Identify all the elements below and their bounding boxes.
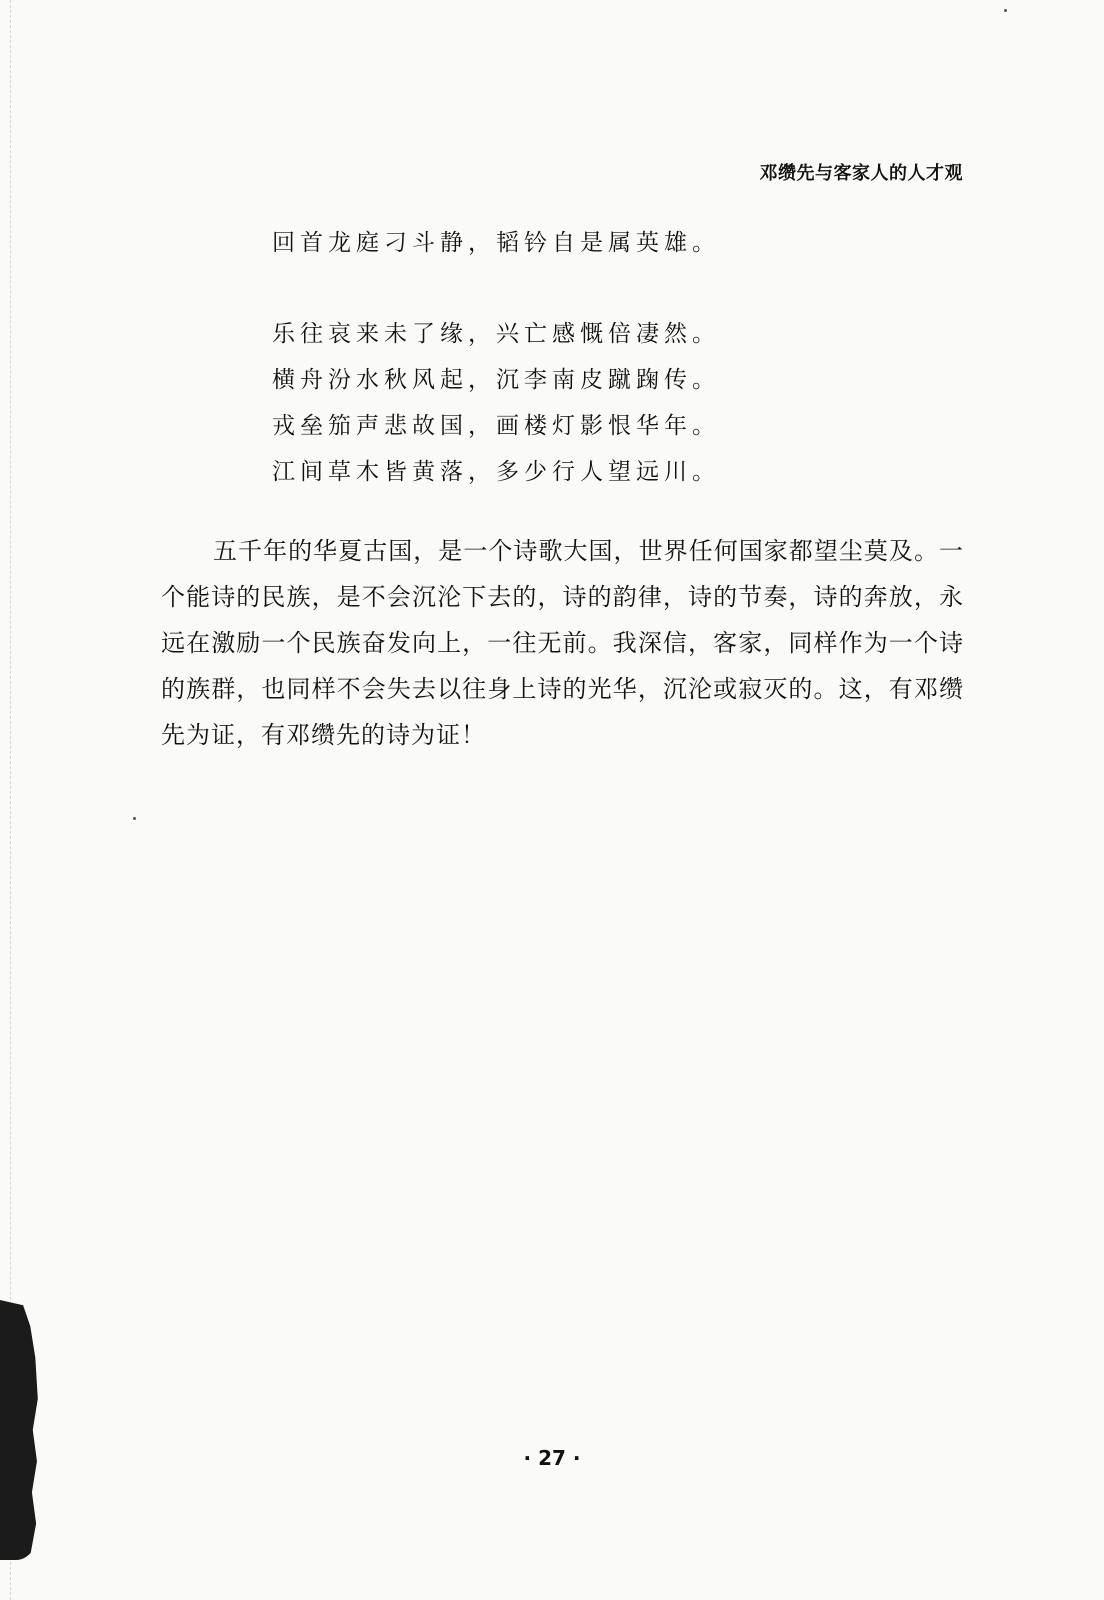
poem-line: 回首龙庭刁斗静，韬钤自是属英雄。: [272, 230, 720, 256]
poem-block: [272, 220, 792, 495]
stanza-gap: [272, 266, 792, 311]
poem-line: 江间草木皆黄落，多少行人望远川。: [272, 459, 720, 485]
poem-line: 乐往哀来未了缘，兴亡感慨倍凄然。: [272, 321, 720, 347]
scan-speck: [1004, 9, 1007, 12]
poem-line: 戎垒笳声悲故国，画楼灯影恨华年。: [272, 413, 720, 439]
running-header: 邓缵先与客家人的人才观: [759, 163, 963, 184]
poem-line: 横舟汾水秋风起，沉李南皮蹴踘传。: [272, 367, 720, 393]
scan-shadow-edge: [0, 1300, 42, 1560]
body-paragraph: 五千年的华夏古国，是一个诗歌大国，世界任何国家都望尘莫及。一个能诗的民族，是不会沉沦下去的，诗的韵律，诗的节奏，诗的奔放，永远在激励一个民族奋发向上，一往无前。我深信，客家，同样作为一个诗的族群，也同样不会失去以往身上诗的光华，沉沦或寂灭的。这，有邓缵先为证，有邓缵先的诗为证！: [161, 537, 964, 749]
page-number: · 27 ·: [523, 1446, 581, 1470]
scan-speck: [133, 817, 136, 820]
